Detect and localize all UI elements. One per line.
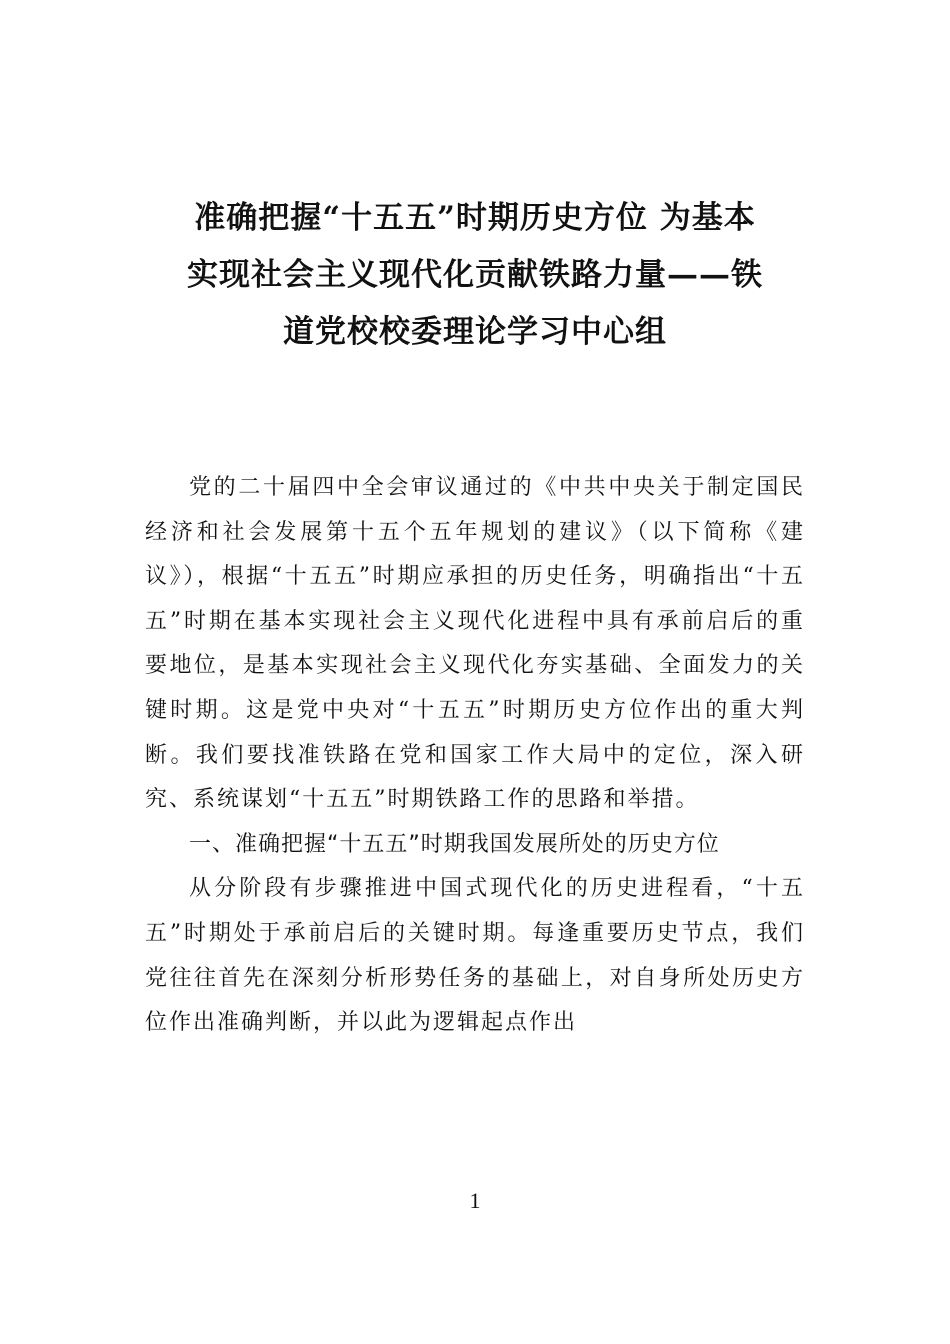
intro-paragraph: 党的二十届四中全会审议通过的《中共中央关于制定国民经济和社会发展第十五个五年规划的建议》（以下简称《建议》），根据“十五五”时期应承担的历史任务，明确指出“十五五”时期在基本实现社会主义现代化进程中具有承前启后的重要地位，是基本实现社会主义现代化夯实基础、全面发力的关键时期。这是党中央对“十五五”时期历史方位作出的重大判断。我们要找准铁路在党和国家工作大局中的定位，深入研究、系统谋划“十五五”时期铁路工作的思路和举措。 (145, 475, 805, 813)
document-title (140, 190, 810, 361)
title-line-1: 准确把握“十五五”时期历史方位 为基本 (194, 200, 756, 236)
page-number: 1 (469, 1188, 481, 1213)
section-paragraph: 从分阶段有步骤推进中国式现代化的历史进程看，“十五五”时期处于承前启后的关键时期。每逢重要历史节点，我们党往往首先在深刻分析形势任务的基础上，对自身所处历史方位作出准确判断，并以此为逻辑起点作出 (145, 876, 805, 1036)
document-body (145, 466, 805, 1046)
title-line-3: 道党校校委理论学习中心组 (283, 314, 667, 350)
section-heading: 一、准确把握“十五五”时期我国发展所处的历史方位 (189, 831, 720, 857)
title-line-2: 实现社会主义现代化贡献铁路力量——铁 (187, 257, 763, 293)
